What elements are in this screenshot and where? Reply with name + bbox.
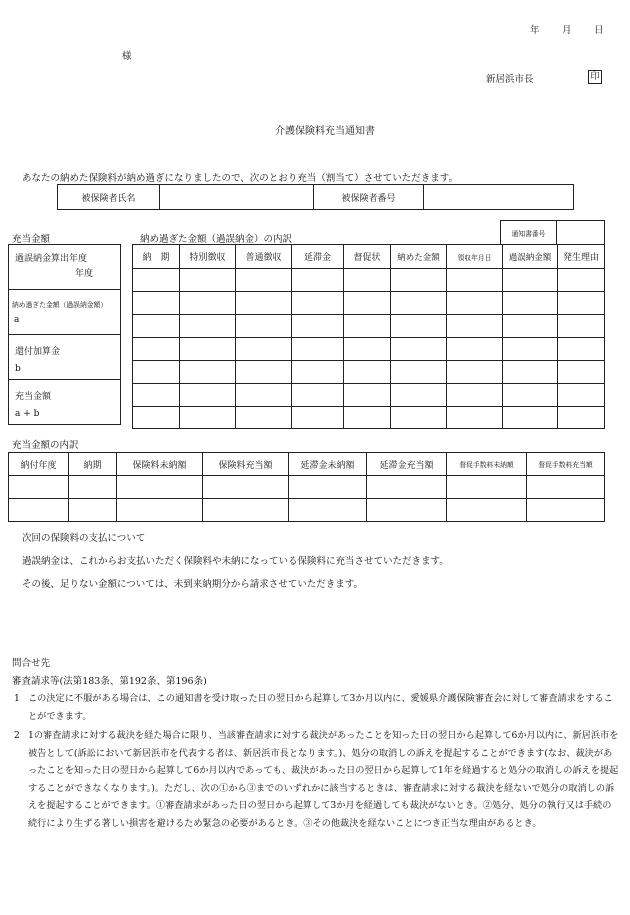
- notice-number-value: [557, 221, 605, 245]
- appeal-item-1: 1 この決定に不服がある場合は、この通知書を受け取った日の翌日から起算して3か月以内に、愛媛県介護保険審査会に対して審査請求をすることができます。: [14, 693, 613, 722]
- insured-name-value: [160, 185, 314, 210]
- table-row: [133, 361, 605, 384]
- col-reminder: 督促状: [344, 245, 391, 269]
- recipient-suffix: 様: [122, 51, 132, 62]
- seal-stamp: 印: [588, 70, 602, 84]
- refund-addition-cell: 還付加算金 b: [9, 335, 121, 380]
- breakdown-table: [8, 452, 605, 522]
- intro-text: あなたの納めた保険料が納め過ぎになりましたので、次のとおり充当（割当て）させていただきます。: [22, 173, 459, 184]
- table-row: [133, 315, 605, 338]
- col-premium-unpaid: 保険料未納額: [117, 453, 203, 476]
- col-premium-appropriated: 保険料充当額: [203, 453, 289, 476]
- document-title: 介護保険料充当通知書: [275, 126, 375, 137]
- col-due-period: 納 期: [133, 245, 180, 269]
- insured-number-label: 被保険者番号: [314, 185, 424, 210]
- next-payment-heading: 次回の保険料の支払について: [22, 533, 146, 544]
- table-row: [133, 269, 605, 292]
- breakdown-heading: 充当金額の内訳: [12, 440, 79, 451]
- overpaid-amount-cell: 納め過ぎた金額（過誤納金額） a: [9, 290, 121, 335]
- col-late-fee: 延滞金: [292, 245, 344, 269]
- insured-table: [57, 184, 574, 210]
- contact-label: 問合せ先: [12, 658, 51, 669]
- notice-number-table: [500, 220, 605, 245]
- col-receipt-date: 領収年月日: [447, 245, 503, 269]
- col-reminder-fee-appropriated: 督促手数料充当額: [527, 453, 605, 476]
- appropriation-amount-cell: 充当金額 a + b: [9, 380, 121, 425]
- col-late-fee-appropriated: 延滞金充当額: [367, 453, 447, 476]
- appeal-title: 審査請求等(法第183条、第192条、第196条): [12, 676, 207, 687]
- appeal-item-2: 2 1の審査請求に対する裁決を経た場合に限り、当該審査請求に対する裁決があったことを知った日の翌日から起算して6か月以内に、新居浜市を被告として(訴訟において新居浜市を代表する者は、新居浜市長となります。)、処分の取消しの訴えを提起することができます(なお、裁決があったことを知った日の翌日から起算して6か月以内であっても、裁決があった日の翌日から起算して1年を経過すると処分の取消しの訴えを提起することができなくなります。)。ただし、次の①から③までのいずれかに該当するときは、審査請求に対する裁決を経ないで処分の取消しの訴えを提起することができます。①審査請求があった日の翌日から起算して3か月を経過しても裁決がないとき。②処分、処分の執行又は手続の続行により生ずる著しい損害を避けるため緊急の必要があるとき。③その他裁決を経ないことにつき正当な理由があるとき。: [14, 730, 619, 829]
- amount-table: [8, 244, 121, 425]
- amount-heading: 充当金額: [12, 234, 51, 245]
- table-row: [9, 499, 605, 522]
- calc-year-cell: 過誤納金算出年度 年度: [9, 245, 121, 290]
- col-payment-year: 納付年度: [9, 453, 69, 476]
- sender-name: 新居浜市長: [486, 74, 534, 85]
- col-payment-period: 納期: [69, 453, 117, 476]
- notice-number-label: 通知書番号: [501, 221, 557, 245]
- table-row: [133, 338, 605, 361]
- col-overpaid-amount: 過誤納金額: [503, 245, 558, 269]
- table-row: [133, 384, 605, 407]
- next-payment-line1: 過誤納金は、これからお支払いただく保険料や未納になっている保険料に充当させていただきます。: [22, 556, 449, 567]
- col-reminder-fee-unpaid: 督促手数料未納額: [447, 453, 527, 476]
- table-row: [9, 476, 605, 499]
- col-reason: 発生理由: [558, 245, 605, 269]
- table-row: [133, 292, 605, 315]
- detail-heading: 納め過ぎた金額（過誤納金）の内訳: [140, 234, 293, 245]
- col-late-fee-unpaid: 延滞金未納額: [289, 453, 367, 476]
- year-label: 年: [530, 25, 540, 36]
- insured-name-label: 被保険者氏名: [58, 185, 160, 210]
- day-label: 日: [594, 25, 604, 36]
- next-payment-line2: その後、足りない金額については、未到来納期分から請求させていただきます。: [22, 579, 364, 590]
- insured-number-value: [424, 185, 574, 210]
- detail-table: [132, 244, 605, 429]
- col-ordinary-collection: 普通徴収: [236, 245, 292, 269]
- table-row: [133, 407, 605, 429]
- month-label: 月: [562, 25, 572, 36]
- col-paid-amount: 納めた金額: [391, 245, 447, 269]
- col-special-collection: 特別徴収: [180, 245, 236, 269]
